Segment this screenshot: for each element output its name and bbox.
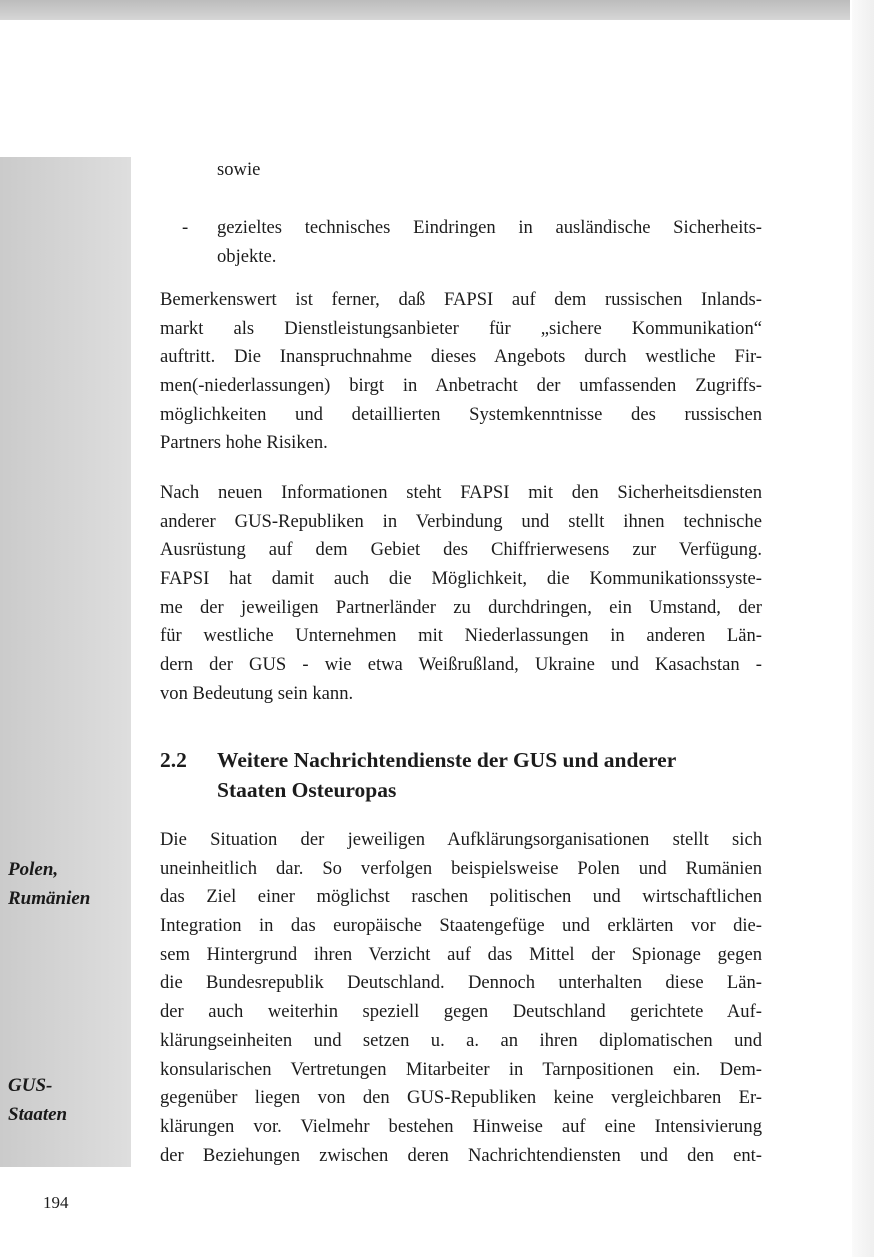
page-number: 194 (43, 1193, 69, 1212)
scan-top-band (0, 0, 850, 20)
margin-note-line: Staaten (8, 1104, 68, 1125)
paragraph-fapsi-inlandsmarkt (160, 286, 762, 458)
section-heading-line: Staaten Osteuropas (217, 778, 397, 802)
paragraph-line: Nach neuen Informationen steht FAPSI mit den Sicherheitsdiensten (160, 482, 762, 503)
paragraph-line: Die Situation der jeweiligen Aufklärungsorganisationen stellt sich (160, 829, 762, 850)
bullet-line: objekte. (217, 245, 277, 267)
paragraph-line: das Ziel einer möglichst raschen politischen und wirtschaftlichen (160, 886, 762, 908)
paragraph-line: anderer GUS-Republiken in Verbindung und stellt ihnen technische (160, 510, 762, 532)
paragraph-line: möglichkeiten und detaillierten Systemkenntnisse des russischen (160, 403, 762, 425)
paragraph-line: markt als Dienstleistungsanbieter für „sichere Kommunikation“ (160, 317, 762, 339)
paragraph-line: Integration in das europäische Staatengefüge und erklärten vor die- (160, 915, 762, 937)
margin-note-line: GUS- (8, 1075, 53, 1096)
paragraph-line: FAPSI hat damit auch die Möglichkeit, die Kommunikationssyste- (160, 568, 762, 590)
margin-note-polen-rumaenien (8, 855, 128, 913)
paragraph-line: von Bedeutung sein kann. (160, 682, 354, 704)
paragraph-line: Partners hohe Risiken. (160, 432, 328, 454)
margin-note-line: Polen, (8, 859, 59, 880)
margin-note-line: Rumänien (8, 888, 91, 909)
paragraph-line: die Bundesrepublik Deutschland. Dennoch unterhalten diese Län- (160, 972, 762, 994)
paragraph-fapsi-gus (160, 479, 762, 709)
paragraph-line: für westliche Unternehmen mit Niederlassungen in anderen Län- (160, 625, 762, 647)
margin-bar (0, 157, 131, 1167)
section-heading (217, 745, 777, 805)
paragraph-line: gegenüber liegen von den GUS-Republiken keine vergleichbaren Er- (160, 1087, 762, 1109)
paragraph-line: klärungseinheiten und setzen u. a. an ihren diplomatischen und (160, 1029, 762, 1051)
margin-note-gus-staaten (8, 1071, 128, 1129)
paragraph-line: auftritt. Die Inanspruchnahme dieses Angebots durch westliche Fir- (160, 346, 762, 368)
bullet-item (217, 214, 762, 271)
paragraph-osteuropa (160, 826, 762, 1170)
paragraph-line: dern der GUS - wie etwa Weißrußland, Ukraine und Kasachstan - (160, 654, 762, 676)
paragraph-line: sem Hintergrund ihren Verzicht auf das Mittel der Spionage gegen (160, 943, 762, 965)
paragraph-line: der Beziehungen zwischen deren Nachrichtendiensten und den ent- (160, 1144, 762, 1166)
section-heading-line: Weitere Nachrichtendienste der GUS und anderer (217, 748, 677, 772)
paragraph-line: konsularischen Vertretungen Mitarbeiter in Tarnpositionen ein. Dem- (160, 1058, 762, 1080)
scan-right-edge (852, 0, 874, 1257)
paragraph-line: Bemerkenswert ist ferner, daß FAPSI auf dem russischen Inlands- (160, 289, 762, 310)
bullet-dash: - (182, 217, 189, 238)
paragraph-line: uneinheitlich dar. So verfolgen beispielsweise Polen und Rumänien (160, 857, 762, 879)
paragraph-line: men(-niederlassungen) birgt in Anbetracht der umfassenden Zugriffs- (160, 375, 762, 397)
intro-text: sowie (217, 159, 261, 180)
paragraph-line: klärungen vor. Vielmehr bestehen Hinweise auf eine Intensivierung (160, 1115, 762, 1137)
bullet-line: gezieltes technisches Eindringen in ausländische Sicherheits- (217, 217, 762, 238)
paragraph-line: Ausrüstung auf dem Gebiet des Chiffrierwesens zur Verfügung. (160, 539, 762, 561)
section-number: 2.2 (160, 748, 187, 772)
paragraph-line: der auch weiterhin speziell gegen Deutschland gerichtete Auf- (160, 1001, 762, 1023)
paragraph-line: me der jeweiligen Partnerländer zu durchdringen, ein Umstand, der (160, 596, 762, 618)
